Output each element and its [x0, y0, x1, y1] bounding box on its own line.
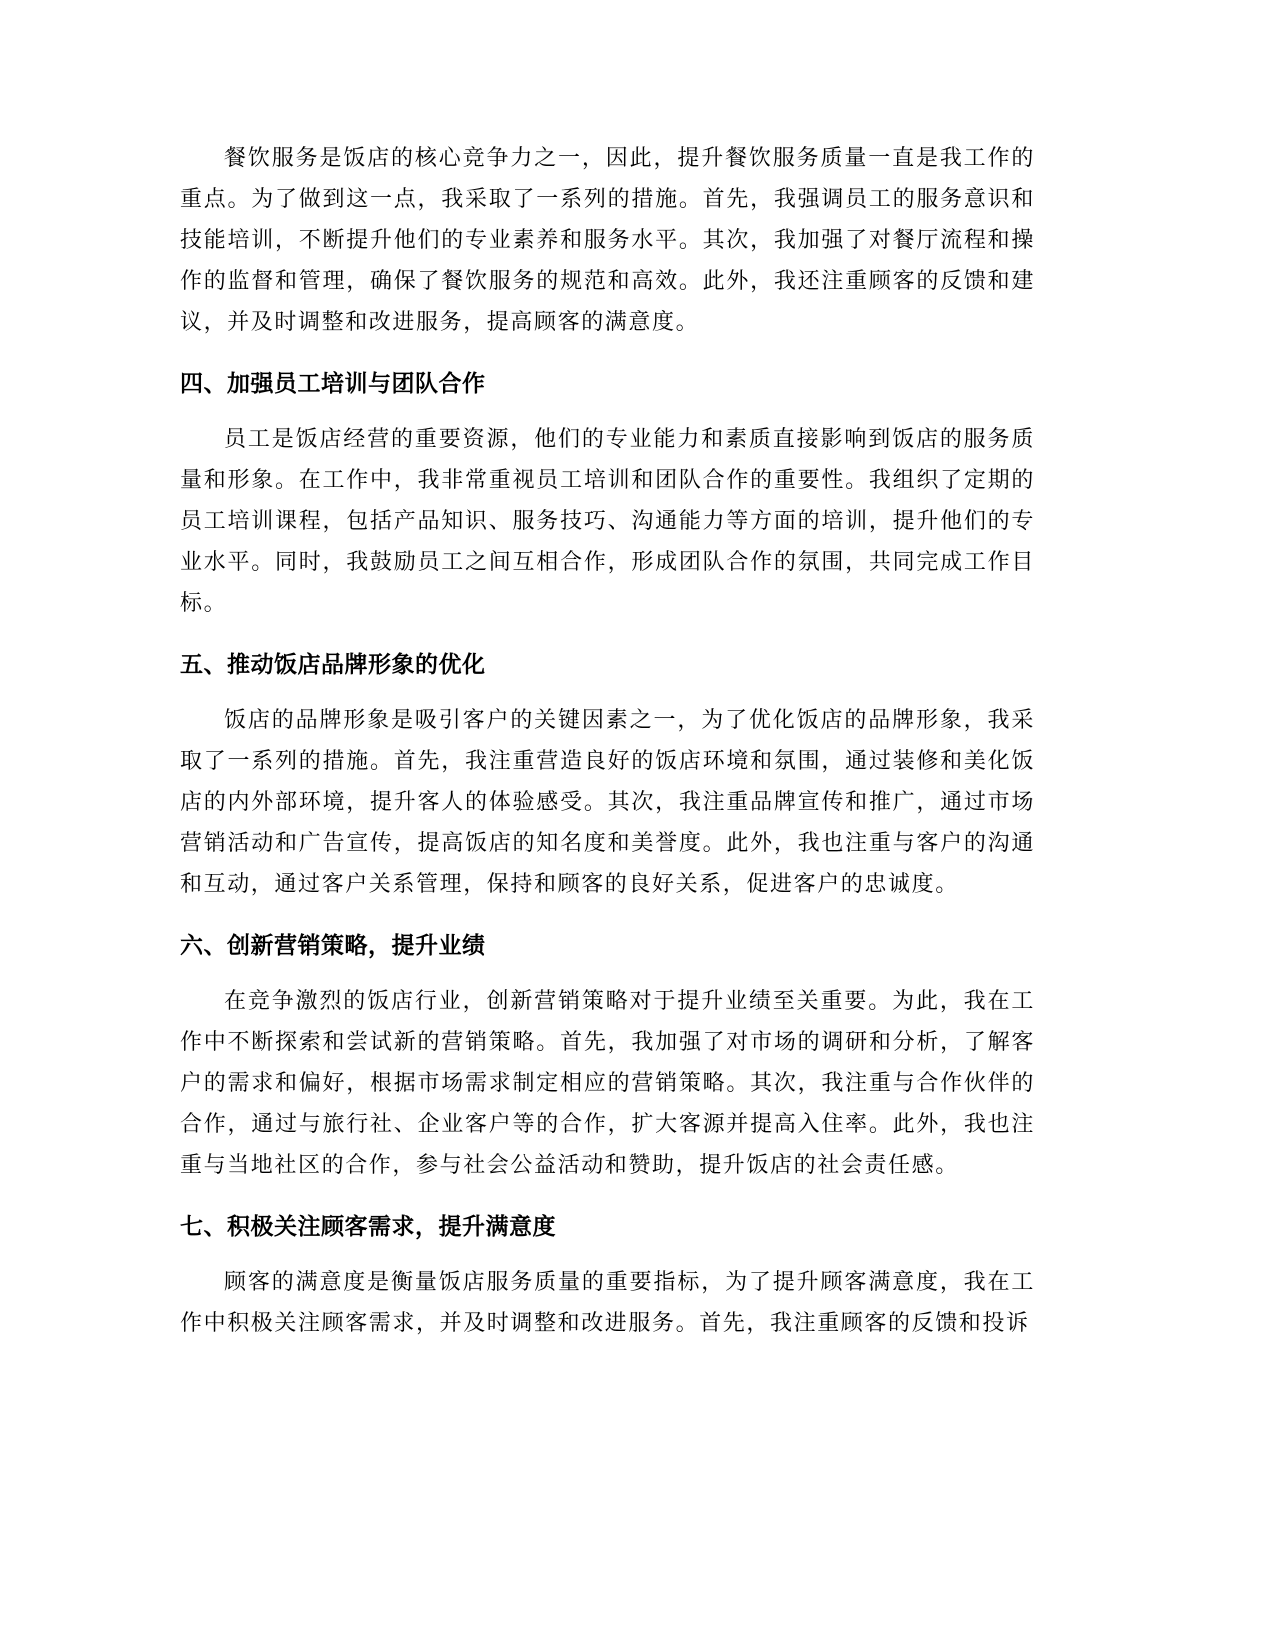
paragraph-staff-training: 员工是饭店经营的重要资源，他们的专业能力和素质直接影响到饭店的服务质量和形象。在工作中，我非常重视员工培训和团队合作的重要性。我组织了定期的员工培训课程，包括产品知识、服务技巧、沟通能力等方面的培训，提升他们的专业水平。同时，我鼓励员工之间互相合作，形成团队合作的氛围，共同完成工作目标。 — [180, 427, 1035, 616]
paragraph-brand-image: 饭店的品牌形象是吸引客户的关键因素之一，为了优化饭店的品牌形象，我采取了一系列的措施。首先，我注重营造良好的饭店环境和氛围，通过装修和美化饭店的内外部环境，提升客人的体验感受。其次，我注重品牌宣传和推广，通过市场营销活动和广告宣传，提高饭店的知名度和美誉度。此外，我也注重与客户的沟通和互动，通过客户关系管理，保持和顾客的良好关系，促进客户的忠诚度。 — [180, 708, 1035, 897]
paragraph-catering-service: 餐饮服务是饭店的核心竞争力之一，因此，提升餐饮服务质量一直是我工作的重点。为了做到这一点，我采取了一系列的措施。首先，我强调员工的服务意识和技能培训，不断提升他们的专业素养和服务水平。其次，我加强了对餐厅流程和操作的监督和管理，确保了餐饮服务的规范和高效。此外，我还注重顾客的反馈和建议，并及时调整和改进服务，提高顾客的满意度。 — [180, 146, 1035, 335]
section-heading-staff-training: 四、加强员工培训与团队合作 — [180, 371, 486, 397]
section-heading-brand-image: 五、推动饭店品牌形象的优化 — [180, 652, 486, 678]
section-heading-customer-needs: 七、积极关注顾客需求，提升满意度 — [180, 1214, 556, 1240]
document-page — [180, 138, 1035, 1344]
paragraph-marketing: 在竞争激烈的饭店行业，创新营销策略对于提升业绩至关重要。为此，我在工作中不断探索和尝试新的营销策略。首先，我加强了对市场的调研和分析，了解客户的需求和偏好，根据市场需求制定相应的营销策略。其次，我注重与合作伙伴的合作，通过与旅行社、企业客户等的合作，扩大客源并提高入住率。此外，我也注重与当地社区的合作，参与社会公益活动和赞助，提升饭店的社会责任感。 — [180, 989, 1035, 1178]
section-heading-marketing: 六、创新营销策略，提升业绩 — [180, 933, 486, 959]
paragraph-customer-needs: 顾客的满意度是衡量饭店服务质量的重要指标，为了提升顾客满意度，我在工作中积极关注顾客需求，并及时调整和改进服务。首先，我注重顾客的反馈和投诉 — [180, 1270, 1035, 1336]
